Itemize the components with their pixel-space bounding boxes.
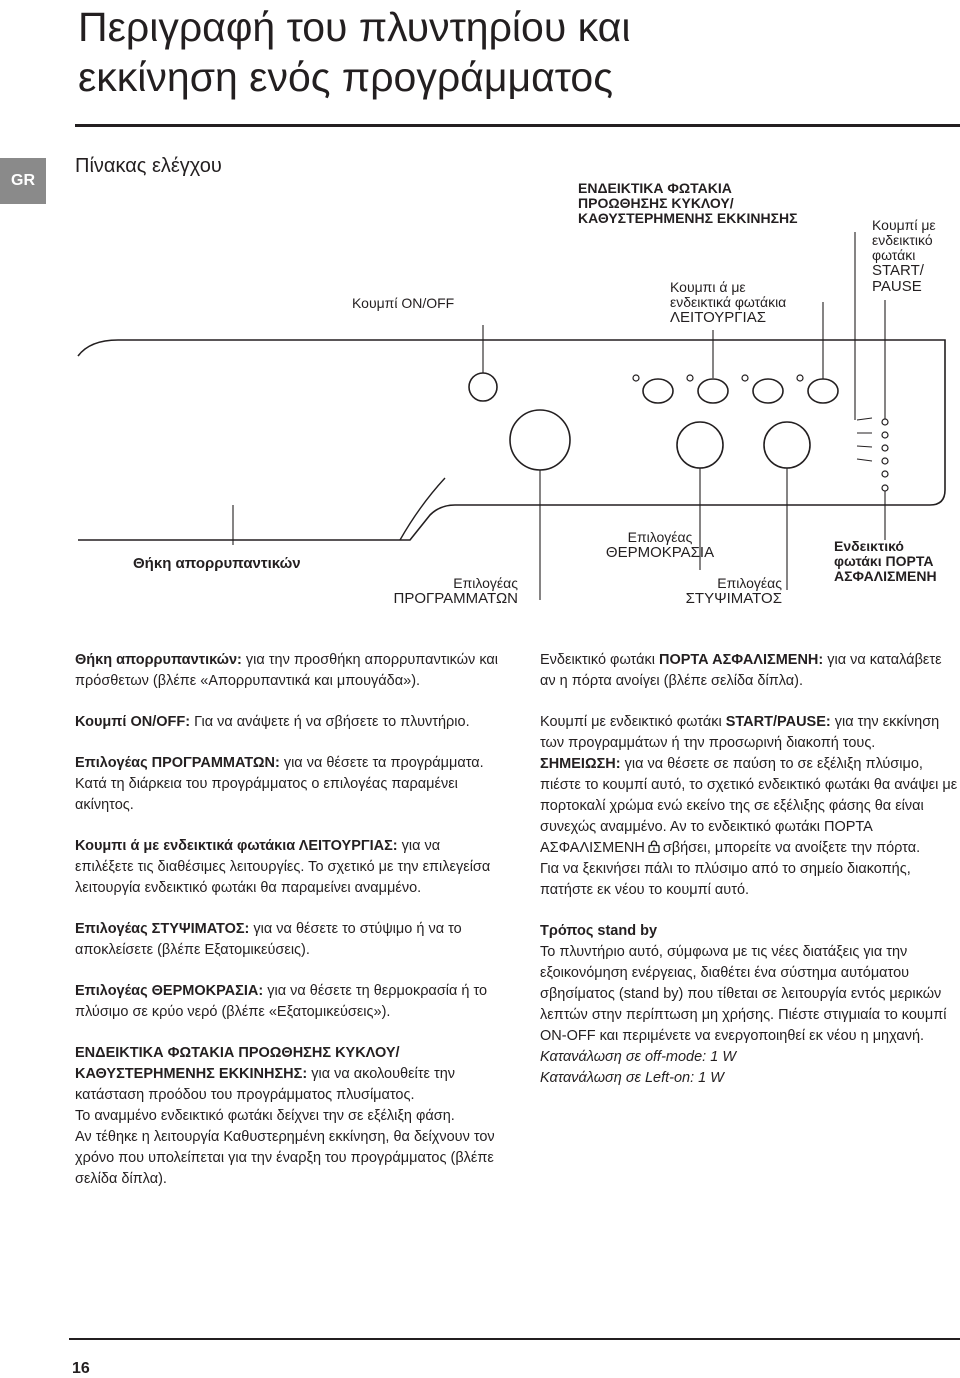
label-line: ΑΣΦΑΛΙΣΜΕΝΗ [834, 568, 937, 584]
page-number: 16 [72, 1360, 90, 1377]
label-line: PAUSE [872, 278, 922, 295]
function-paragraph [75, 836, 500, 899]
programme-paragraph [75, 753, 500, 816]
restart-paragraph: Για να ξεκινήσει πάλι το πλύσιμο από το σημείο διακοπής, πατήστε εκ νέου το κουμπί αυτό. [540, 861, 911, 898]
text: για να επιλέξετε τις διαθέσιμες λειτουργίες. Το σχετικό με την επιλεγείσα λειτουργία ενδεικτικό φωτάκι θα παραμείνει αναμμένο. [75, 838, 491, 896]
start-pause-button [808, 379, 838, 403]
cycle-lights-paragraph-c: Αν τέθηκε η λειτουργία Καθυστερημένη εκκίνηση, θα δείχνουν τον χρόνο που υπολείπεται για την έναρξη του προγράμματος (βλέπε σελίδα δίπλα). [75, 1129, 495, 1187]
term: ΠΟΡΤΑ ΑΣΦΑΛΙΣΜΕΝΗ: [658, 652, 824, 668]
text: για την προσθήκη απορρυπαντικών και πρόσθετων (βλέπε «Απορρυπαντικά και μπουγάδα»). [75, 652, 499, 689]
on-off-button [469, 373, 497, 401]
standby-title [540, 921, 960, 942]
label-line: ΘΕΡΜΟΚΡΑΣΙΑ [605, 544, 715, 561]
door-lock-paragraph [540, 650, 960, 692]
cycle-light [882, 419, 888, 425]
label-line: ΣΤΥΨΙΜΑΤΟΣ [685, 590, 782, 607]
cycle-light [882, 458, 888, 464]
text: Για να ανάψετε ή να σβήσετε το πλυντήριο. [190, 714, 470, 730]
label-line: Κουμπι ά με [670, 279, 746, 295]
function-light [633, 375, 639, 381]
left-column [75, 650, 500, 1190]
term: Επιλογέας ΣΤΥΨΙΜΑΤΟΣ: [75, 921, 250, 937]
lock-icon [648, 840, 660, 853]
term: Επιλογέας ΘΕΡΜΟΚΡΑΣΙΑ: [75, 983, 264, 999]
text: για να θέσετε τη θερμοκρασία ή το πλύσιμο σε κρύο νερό (βλέπε «Εξατομικεύσεις»). [75, 983, 488, 1020]
text: για να καταλάβετε αν η πόρτα ανοίγει (βλέπε σελίδα δίπλα). [540, 652, 942, 689]
light-ticks [857, 418, 872, 461]
term: ΣΗΜΕΙΩΣΗ: [540, 756, 621, 772]
label-line: Επιλογέας [627, 529, 693, 545]
on-off-paragraph [75, 712, 500, 733]
text: Κατανάλωση σε Left-on: 1 W [540, 1070, 724, 1086]
label-line: Επιλογέας [717, 575, 782, 591]
term: Θήκη απορρυπαντικών: [75, 652, 242, 668]
footer-rule [69, 1338, 960, 1340]
text: Κατανάλωση σε off-mode: 1 W [540, 1049, 737, 1065]
temperature-knob [677, 422, 723, 468]
start-pause-paragraph [540, 712, 960, 754]
label-line: ενδεικτικό [872, 232, 933, 248]
function-button [753, 379, 783, 403]
term: Κουμπι ά με ενδεικτικά φωτάκια ΛΕΙΤΟΥΡΓΙΑΣ: [75, 838, 398, 854]
note-paragraph [540, 754, 960, 859]
cycle-lights-paragraph [75, 1043, 500, 1106]
detergent-label: Θήκη απορρυπαντικών [133, 555, 301, 572]
cycle-lights-label [578, 181, 798, 226]
temperature-paragraph [75, 981, 500, 1023]
start-pause-label [872, 218, 936, 295]
label-line: START/ [872, 262, 924, 279]
label-line: ΕΝΔΕΙΚΤΙΚΑ ΦΩΤΑΚΙΑ [578, 180, 732, 196]
text: σβήσει, μπορείτε να ανοίξετε την πόρτα. [662, 840, 921, 856]
text: Ενδεικτικό φωτάκι [540, 652, 659, 668]
detergent-paragraph [75, 650, 500, 692]
term: Επιλογέας ΠΡΟΓΡΑΜΜΑΤΩΝ: [75, 755, 280, 771]
label-line: ΛΕΙΤΟΥΡΓΙΑΣ [670, 309, 766, 326]
spin-label [668, 576, 782, 607]
right-column [540, 650, 960, 1089]
term: Τρόπος stand by [540, 923, 658, 939]
function-button [643, 379, 673, 403]
function-buttons-label [670, 280, 786, 326]
label-line: ενδεικτικά φωτάκια [670, 294, 787, 310]
cycle-light [882, 445, 888, 451]
text: για την εκκίνηση των προγραμμάτων ή την προσωρινή διακοπή τους. [540, 714, 940, 751]
door-lock-light [882, 485, 888, 491]
label-line: Ενδεικτικό [834, 538, 904, 554]
term: START/PAUSE: [725, 714, 831, 730]
text: για να θέσετε τα προγράμματα. Κατά τη διάρκεια του προγράμματος ο επιλογέας παραμένει ακίνητος. [75, 755, 484, 813]
label-line: φωτάκι [872, 247, 916, 263]
function-light [797, 375, 803, 381]
cycle-light [882, 432, 888, 438]
title-line-1: Περιγραφή του πλυντηρίου και [78, 4, 631, 50]
label-line: Επιλογέας [453, 575, 518, 591]
spin-knob [764, 422, 810, 468]
door-lock-label [834, 539, 937, 584]
language-tab: GR [0, 158, 46, 204]
label-line: ΠΡΟΓΡΑΜΜΑΤΩΝ [393, 590, 518, 607]
control-panel-diagram [0, 0, 960, 640]
programme-knob [510, 410, 570, 470]
function-light [742, 375, 748, 381]
function-light [687, 375, 693, 381]
label-line: ΠΡΟΩΘΗΣΗΣ ΚΥΚΛΟΥ/ [578, 195, 734, 211]
spin-paragraph [75, 919, 500, 961]
standby-paragraph: Το πλυντήριο αυτό, σύμφωνα με τις νέες διατάξεις για την εξοικονόμηση ενέργειας, διαθέτει ένα σύστημα αυτόματου σβησίματος (stand by) που τίθεται σε λειτουργία εντός μερικών λεπτών στην περίπτωση μη χρήσης. Πιέστε στιγμιαία το κουμπί ON-OFF και περιμένετε να ενεργοποιηθεί εκ νέου η μηχανή. [540, 944, 947, 1044]
term: Κουμπί ON/OFF: [75, 714, 191, 730]
term: ΕΝΔΕΙΚΤΙΚΑ ΦΩΤΑΚΙΑ ΠΡΟΩΘΗΣΗΣ ΚΥΚΛΟΥ/ ΚΑΘΥΣΤΕΡΗΜΕΝΗΣ ΕΚΚΙΝΗΣΗΣ: [75, 1045, 400, 1082]
left-on-line [540, 1068, 960, 1089]
cycle-light [882, 471, 888, 477]
function-button [698, 379, 728, 403]
text: για να ακολουθείτε την κατάσταση προόδου του προγράμματος πλυσίματος. [75, 1066, 456, 1103]
programme-label [372, 576, 518, 607]
title-line-2: εκκίνηση ενός προγράμματος [78, 54, 613, 100]
label-line: ΚΑΘΥΣΤΕΡΗΜΕΝΗΣ ΕΚΚΙΝΗΣΗΣ [578, 210, 798, 226]
off-mode-line [540, 1047, 960, 1068]
label-line: Κουμπί με [872, 217, 936, 233]
text: Κουμπί με ενδεικτικό φωτάκι [540, 714, 726, 730]
text: για να θέσετε το στύψιμο ή να το αποκλείσετε (βλέπε Εξατομικεύσεις). [75, 921, 462, 958]
section-title: Πίνακας ελέγχου [75, 155, 222, 177]
on-off-label: Κουμπί ON/OFF [352, 295, 455, 311]
label-line: φωτάκι ΠΟΡΤΑ [834, 553, 934, 569]
cycle-lights-paragraph-b: Το αναμμένο ενδεικτικό φωτάκι δείχνει την σε εξέλιξη φάση. [75, 1108, 455, 1124]
text: για να θέσετε σε παύση το σε εξέλιξη πλύσιμο, πιέστε το κουμπί αυτό, το σχετικό ενδεικτικό φωτάκι θα ανάψει με πορτοκαλί χρώμα ενώ εκείνο της σε εξέλιξης φάσης θα είναι συνεχώς αναμμένο. Αν το ενδεικτικό φωτάκι ΠΟΡΤΑ ΑΣΦΑΛΙΣΜΕΝΗ [540, 756, 958, 856]
panel-outline [78, 340, 945, 540]
temperature-label [590, 530, 730, 561]
